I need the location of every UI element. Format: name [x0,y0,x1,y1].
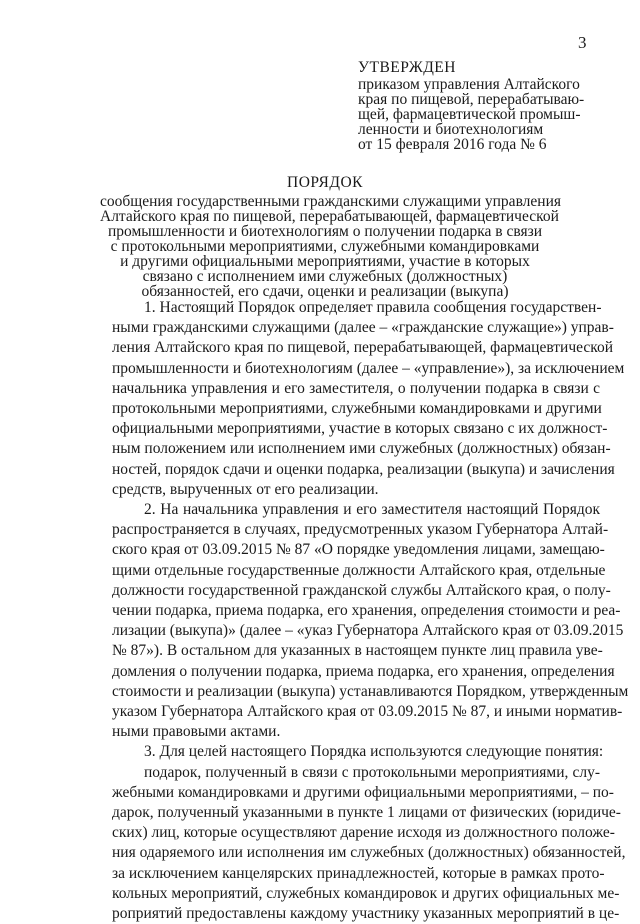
body-text-line: ными правовыми актами. [112,723,281,741]
body-text-line: ских) лиц, которые осуществляют дарение исходя из должностного положе- [112,824,615,842]
approval-stamp [358,60,598,152]
body-text-line: должности государственной гражданской службы Алтайского края, о полу- [112,581,611,599]
approval-line: от 15 февраля 2016 года № 6 [358,136,547,153]
body-text-line: чении подарка, приема подарка, его хранения, определения стоимости и реа- [112,602,621,620]
body-text-line: официальными мероприятиями, участие в которых связано с их должност- [112,420,608,438]
document-title-line: и другими официальными мероприятиями, участие в которых [120,253,530,270]
body-text-line: ным положением или исполнением ими служебных (должностных) обязан- [112,440,611,458]
approval-line: ленности и биотехнологиям [358,121,544,138]
body-text-line: лизации (выкупа)» (далее – «указ Губернатора Алтайского края от 03.09.2015 [112,622,624,640]
document-title-line: промышленности и биотехнологиям о получении подарка в связи [108,223,542,240]
body-text-line: ностей, порядок сдачи и оценки подарка, реализации (выкупа) и зачисления [112,460,615,478]
body-text-line: начальника управления и его заместителя, о получении подарка в связи с [112,379,600,397]
body-text-line: кольных мероприятий, служебных командировок и других официальных ме- [112,884,620,902]
body-text-line: ния одаряемого или исполнения им служебных (должностных) обязанностей, [112,844,626,862]
document-title-line: Алтайского края по пищевой, перерабатывающей, фармацевтической [100,208,559,225]
body-text-line: подарок, полученный в связи с протокольными мероприятиями, слу- [144,763,600,781]
body-text-line: протокольными мероприятиями, служебными командировками и другими [112,400,602,418]
approval-title: УТВЕРЖДЕН [358,59,456,76]
body-text-line: промышленности и биотехнологиям (далее – «управление»), за исключением [112,359,625,377]
body-text-line: распространяется в случаях, предусмотренных указом Губернатора Алтай- [112,521,609,539]
body-text-line: 3. Для целей настоящего Порядка используются следующие понятия: [144,743,604,761]
body-text-line: стоимости и реализации (выкупа) устанавливаются Порядком, утвержденным [112,682,629,700]
body-text-line: ского края от 03.09.2015 № 87 «О порядке уведомления лицами, замещаю- [112,541,605,559]
body-text-line: 2. На начальника управления и его заместителя настоящий Порядок [144,501,600,519]
approval-line: края по пищевой, перерабатываю- [358,91,585,108]
body-text-line: щими отдельные государственные должности Алтайского края, отдельные [112,561,606,579]
approval-line: приказом управления Алтайского [358,76,580,93]
document-title-block [100,174,562,300]
body-text-line: за исключением канцелярских принадлежностей, которые в рамках прото- [112,864,605,882]
document-title-line: сообщения государственными гражданскими служащими управления [100,193,562,210]
body-text-line: жебными командировками и другими официальными мероприятиями, – по- [112,783,614,801]
document-title-line: обязанностей, его сдачи, оценки и реализации (выкупа) [141,283,509,300]
page-number: 3 [578,33,587,52]
document-body [112,298,629,924]
body-text-line: роприятий предоставлены каждому участнику указанных мероприятий в це- [112,905,620,923]
document-heading: ПОРЯДОК [287,174,363,191]
body-text-line: средств, вырученных от его реализации. [112,480,379,498]
body-text-line: 1. Настоящий Порядок определяет правила сообщения государствен- [144,299,602,316]
body-text-line: указом Губернатора Алтайского края от 03.09.2015 № 87, и иными норматив- [112,703,623,721]
document-title-line: связано с исполнением ими служебных (должностных) [142,268,508,285]
body-text-line: № 87»). В остальном для указанных в настоящем пункте лиц правила уве- [112,642,603,660]
body-text-line: дарок, полученный указанными в пункте 1 лицами от физических (юридиче- [112,804,621,822]
approval-line: щей, фармацевтической промыш- [358,106,581,123]
body-text-line: ления Алтайского края по пищевой, перерабатывающей, фармацевтической [112,339,614,357]
document-title-line: с протокольными мероприятиями, служебными командировками [110,238,540,255]
body-text-line: домления о получении подарка, приема подарка, его хранения, определения [112,662,615,680]
body-text-line: ными гражданскими служащими (далее – «гражданские служащие») управ- [112,319,614,337]
